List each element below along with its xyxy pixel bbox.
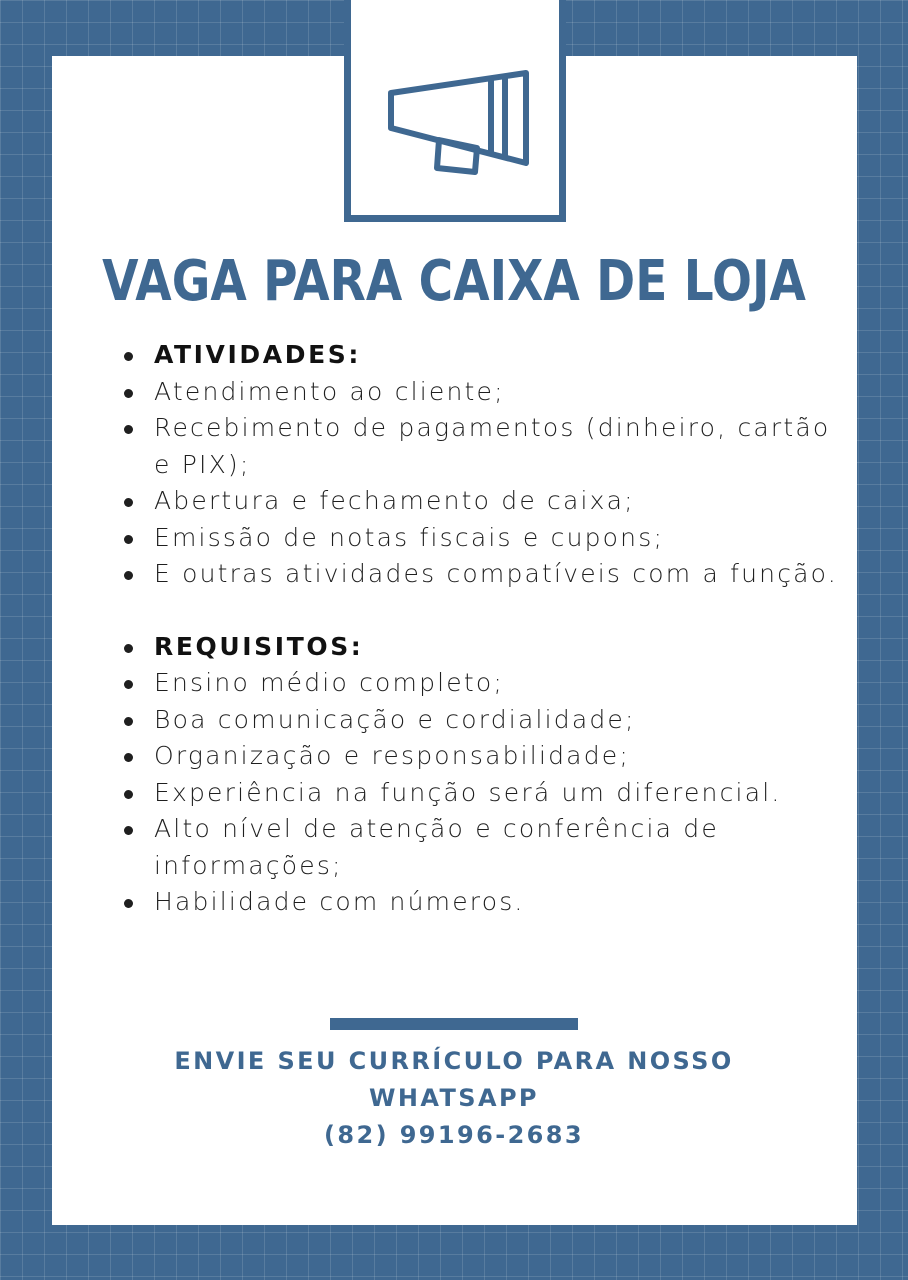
whatsapp-phone: (82) 99196-2683 <box>324 1121 584 1149</box>
section-spacer <box>118 593 838 629</box>
cta-line-1: ENVIE SEU CURRÍCULO PARA NOSSO <box>174 1047 734 1075</box>
page-title: VAGA PARA CAIXA DE LOJA <box>102 249 806 314</box>
list-item: Organização e responsabilidade; <box>118 738 838 775</box>
job-details-list <box>118 337 838 921</box>
list-item: Recebimento de pagamentos (dinheiro, cartão e PIX); <box>118 410 838 483</box>
list-item: Ensino médio completo; <box>118 665 838 702</box>
atividades-heading: ATIVIDADES: <box>118 337 838 374</box>
cta-line-2: WHATSAPP <box>369 1084 539 1112</box>
list-item: Emissão de notas fiscais e cupons; <box>118 520 838 557</box>
list-item: Habilidade com números. <box>118 884 838 921</box>
list-item: Alto nível de atenção e conferência de informações; <box>118 811 838 884</box>
list-item: Experiência na função será um diferencial. <box>118 775 838 812</box>
divider <box>330 1018 578 1030</box>
requisitos-heading: REQUISITOS: <box>118 629 838 666</box>
icon-frame <box>344 0 566 222</box>
call-to-action <box>0 1043 908 1154</box>
list-item: E outras atividades compatíveis com a função. <box>118 556 838 593</box>
list-item: Atendimento ao cliente; <box>118 374 838 411</box>
list-item: Abertura e fechamento de caixa; <box>118 483 838 520</box>
megaphone-icon <box>381 68 531 178</box>
list-item: Boa comunicação e cordialidade; <box>118 702 838 739</box>
